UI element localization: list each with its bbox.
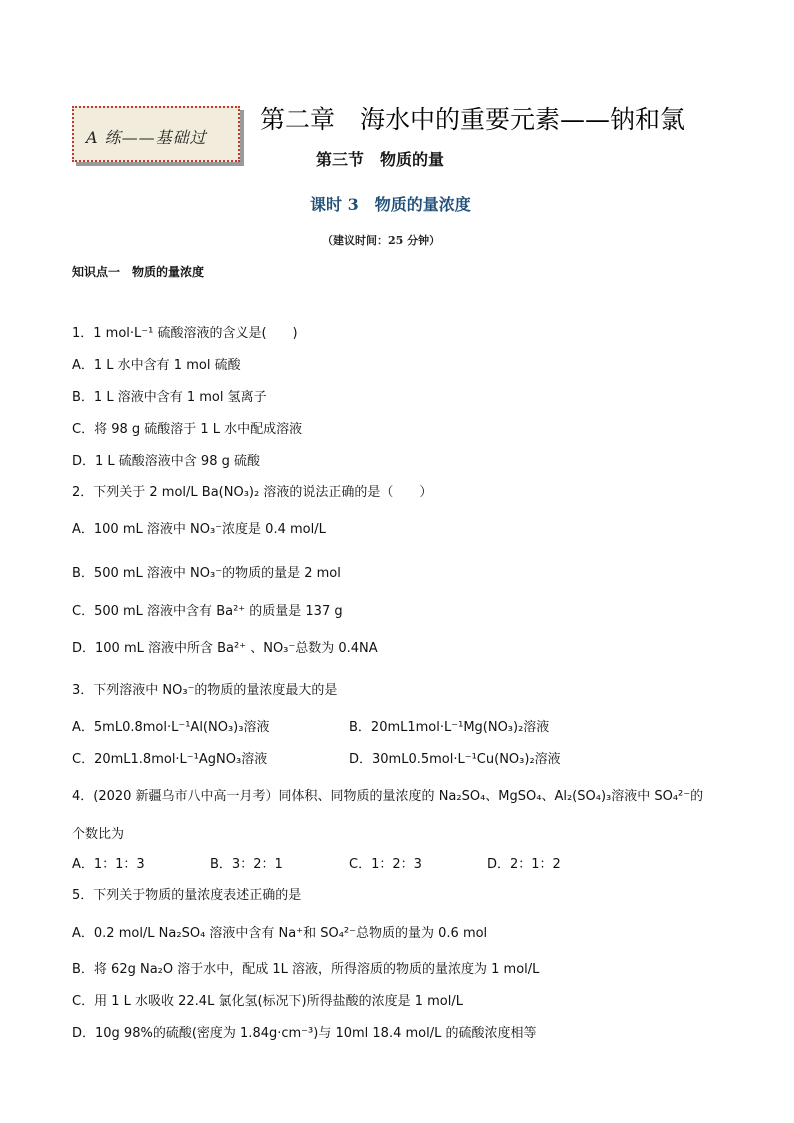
- q5-option-a: A．0.2 mol/L Na₂SO₄ 溶液中含有 Na⁺和 SO₄²⁻总物质的量为 0.6 mol: [72, 926, 488, 941]
- q4-option-c: C．1：2：3: [349, 857, 422, 872]
- q2-stem: 2．下列关于 2 mol/L Ba(NO₃)₂ 溶液的说法正确的是（ ）: [72, 485, 433, 500]
- q2-option-a: A．100 mL 溶液中 NO₃⁻浓度是 0.4 mol/L: [72, 522, 326, 537]
- q1-option-d: D．1 L 硫酸溶液中含 98 g 硫酸: [72, 454, 260, 469]
- q4-option-a: A．1：1：3: [72, 857, 145, 872]
- chapter-title: 第二章 海水中的重要元素——钠和氯: [260, 105, 686, 134]
- q1-option-a: A．1 L 水中含有 1 mol 硫酸: [72, 358, 241, 373]
- q4-stem: 4．(2020 新疆乌市八中高一月考）同体积、同物质的量浓度的 Na₂SO₄、MgSO₄、Al₂(SO₄)₃溶液中 SO₄²⁻的: [72, 789, 704, 804]
- q2-option-c: C．500 mL 溶液中含有 Ba²⁺ 的质量是 137 g: [72, 604, 343, 619]
- badge-label: A 练——基础过: [86, 128, 207, 147]
- section-title: 第三节 物质的量: [316, 150, 445, 169]
- q4-option-d: D．2：1：2: [487, 857, 561, 872]
- q1-option-b: B．1 L 溶液中含有 1 mol 氢离子: [72, 390, 267, 405]
- knowledge-point-heading: 知识点一 物质的量浓度: [72, 265, 205, 279]
- q5-option-d: D．10g 98%的硫酸(密度为 1.84g·cm⁻³)与 10ml 18.4 mol/L 的硫酸浓度相等: [72, 1026, 537, 1041]
- q2-option-b: B．500 mL 溶液中 NO₃⁻的物质的量是 2 mol: [72, 566, 341, 581]
- q5-stem: 5．下列关于物质的量浓度表述正确的是: [72, 888, 302, 903]
- q3-option-c: C．20mL1.8mol·L⁻¹AgNO₃溶液: [72, 752, 268, 767]
- q3-stem: 3．下列溶液中 NO₃⁻的物质的量浓度最大的是: [72, 683, 338, 698]
- lesson-title: 课时 3 物质的量浓度: [310, 195, 471, 214]
- q1-stem: 1．1 mol·L⁻¹ 硫酸溶液的含义是( ): [72, 326, 298, 341]
- q5-option-c: C．用 1 L 水吸收 22.4L 氯化氢(标况下)所得盐酸的浓度是 1 mol/L: [72, 994, 463, 1009]
- q4-option-b: B．3：2：1: [210, 857, 283, 872]
- q5-option-b: B．将 62g Na₂O 溶于水中，配成 1L 溶液，所得溶质的物质的量浓度为 1 mol/L: [72, 962, 540, 977]
- suggested-time: （建议时间：25 分钟）: [322, 234, 441, 247]
- q3-option-b: B．20mL1mol·L⁻¹Mg(NO₃)₂溶液: [349, 720, 550, 735]
- q3-option-d: D．30mL0.5mol·L⁻¹Cu(NO₃)₂溶液: [349, 752, 561, 767]
- q2-option-d: D．100 mL 溶液中所含 Ba²⁺ 、NO₃⁻总数为 0.4NA: [72, 641, 378, 656]
- q4-stem-continued: 个数比为: [72, 827, 125, 842]
- q1-option-c: C．将 98 g 硫酸溶于 1 L 水中配成溶液: [72, 422, 303, 437]
- q3-option-a: A．5mL0.8mol·L⁻¹Al(NO₃)₃溶液: [72, 720, 270, 735]
